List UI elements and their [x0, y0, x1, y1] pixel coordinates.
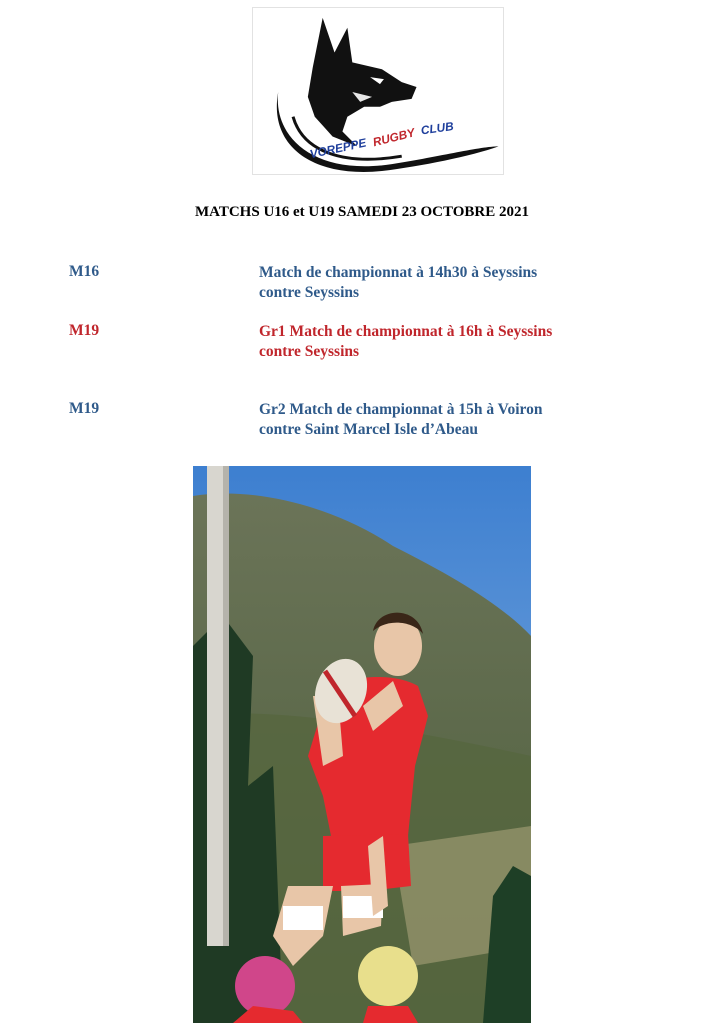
match-category: M16 — [69, 263, 100, 280]
match-category: M19 — [69, 322, 100, 339]
match-description — [259, 400, 542, 440]
match-category: M19 — [69, 400, 100, 417]
match-line1: Gr2 Match de championnat à 15h à Voiron — [259, 401, 543, 418]
club-logo — [252, 7, 504, 175]
match-line2: contre Seyssins — [259, 343, 360, 360]
logo-text-voreppe: VOREPPE — [308, 135, 368, 162]
match-line2: contre Seyssins — [259, 284, 360, 301]
match-line1: Gr1 Match de championnat à 16h à Seyssins — [259, 323, 553, 340]
match-line1: Match de championnat à 14h30 à Seyssins — [259, 264, 538, 281]
match-description — [259, 322, 552, 362]
wolf-head-icon — [253, 8, 503, 174]
match-description — [259, 263, 537, 303]
match-line2: contre Saint Marcel Isle d’Abeau — [259, 421, 478, 438]
page-title: MATCHS U16 et U19 SAMEDI 23 OCTOBRE 2021 — [194, 204, 530, 220]
rugby-lineout-photo — [193, 466, 531, 1023]
logo-text-rugby: RUGBY — [371, 125, 417, 150]
logo-text-club: CLUB — [419, 119, 455, 138]
